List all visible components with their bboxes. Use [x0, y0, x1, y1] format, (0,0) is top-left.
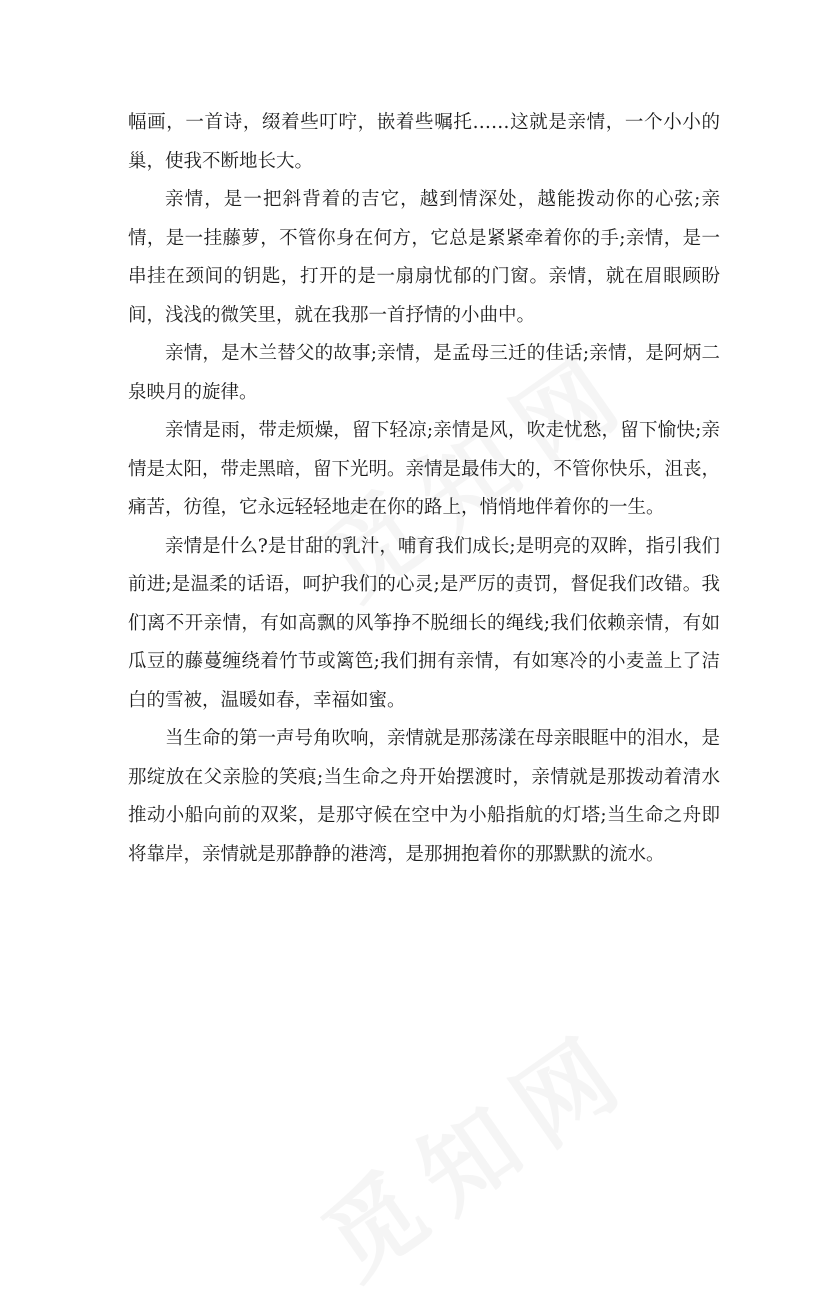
paragraph-3: 亲情，是木兰替父的故事;亲情，是孟母三迁的佳话;亲情，是阿炳二泉映月的旋律。 — [128, 343, 720, 403]
paragraph-4: 亲情是雨，带走烦燥，留下轻凉;亲情是风，吹走忧愁，留下愉快;亲情是太阳，带走黑暗，留下光明。亲情是最伟大的，不管你快乐，沮丧，痛苦，彷徨，它永远轻轻地走在你的路上，悄悄地伴着你的一生。 — [128, 420, 721, 518]
paragraph-6: 当生命的第一声号角吹响，亲情就是那荡漾在母亲眼眶中的泪水，是那绽放在父亲脸的笑痕;当生命之舟开始摆渡时，亲情就是那拨动着清水推动小船向前的双桨，是那守候在空中为小船指航的灯塔;当生命之舟即将靠岸，亲情就是那静静的港湾，是那拥抱着你的那默默的流水。 — [128, 728, 721, 865]
paragraph-5: 亲情是什么?是甘甜的乳汁，哺育我们成长;是明亮的双眸，指引我们前进;是温柔的话语，呵护我们的心灵;是严厉的责罚，督促我们改错。我们离不开亲情，有如高飘的风筝挣不脱细长的绳线;我们依赖亲情，有如瓜豆的藤蔓缠绕着竹节或篱笆;我们拥有亲情，有如寒冷的小麦盖上了洁白的雪被，温暖如春，幸福如蜜。 — [128, 535, 720, 711]
paragraph-2: 亲情，是一把斜背着的吉它，越到情深处，越能拨动你的心弦;亲情，是一挂藤萝，不管你身在何方，它总是紧紧牵着你的手;亲情，是一串挂在颈间的钥匙，打开的是一扇扇忧郁的门窗。亲情，就在眉眼顾盼间，浅浅的微笑里，就在我那一首抒情的小曲中。 — [128, 189, 720, 326]
article-body — [128, 104, 720, 874]
watermark-bottom — [292, 993, 656, 1304]
paragraph-1: 幅画，一首诗，缀着些叮咛，嵌着些嘱托……这就是亲情，一个小小的巢，使我不断地长大。 — [128, 112, 720, 172]
